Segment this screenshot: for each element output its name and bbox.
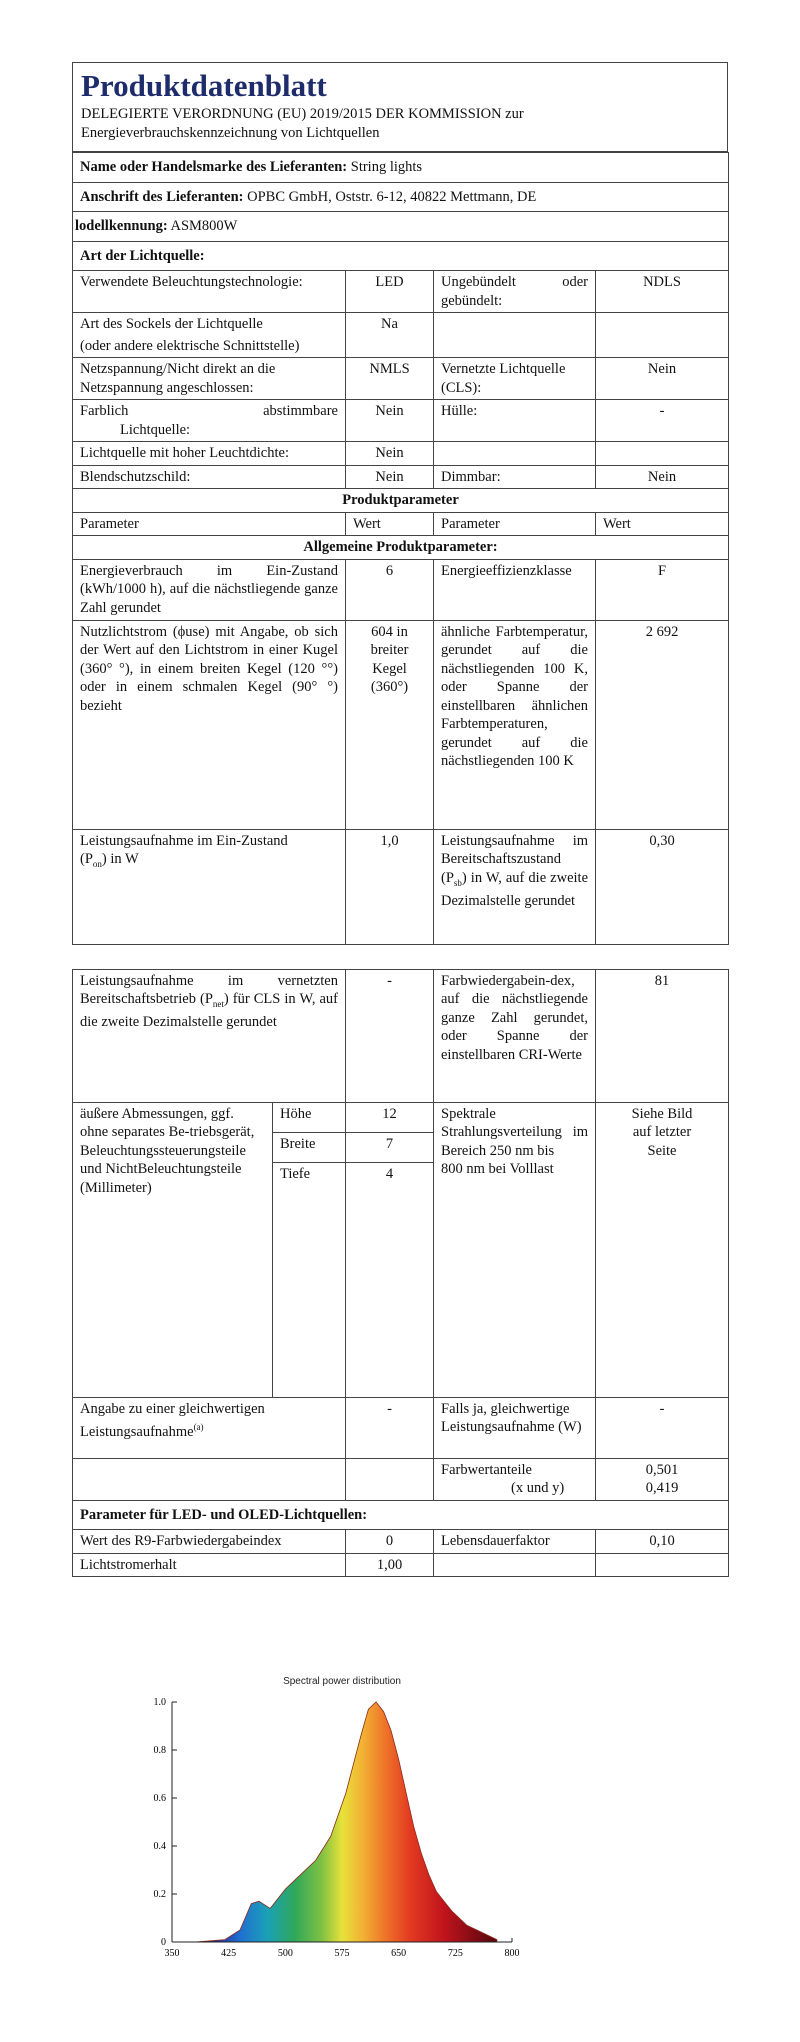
x-tick-label: 800 (504, 1948, 520, 1959)
flux-label: Nutzlichtstrom (ϕuse) mit Angabe, ob sich der Wert auf den Lichtstrom in einer Kugel (360° °), in einem breiten Kegel (120 °°) oder in einem schmalen Kegel (90° °) bezieht (73, 620, 346, 829)
dim-width-value: 7 (346, 1132, 434, 1162)
empty-cell (596, 442, 729, 466)
x-tick-label: 500 (277, 1948, 293, 1959)
dim-width-label: Breite (273, 1132, 346, 1162)
envelope-label: Hülle: (434, 400, 596, 442)
empty-cell (596, 1553, 729, 1577)
hld-value: Nein (346, 442, 434, 466)
cls-value: Nein (596, 358, 729, 400)
data-table-2 (72, 969, 729, 1578)
spectral-value: Siehe Bild auf letzter Seite (596, 1102, 729, 1397)
pon-label: Leistungsaufnahme im Ein-Zustand $(P_{on})$ in W (73, 829, 346, 944)
x-tick-label: 350 (164, 1948, 180, 1959)
led-params-heading: Parameter für LED- und OLED-Lichtquellen: (73, 1500, 729, 1530)
header-block (72, 62, 728, 152)
supplier-address-value: OPBC GmbH, Oststr. 6-12, 40822 Mettmann, DE (247, 188, 537, 205)
y-tick-label: 0.4 (153, 1841, 166, 1852)
y-tick-label: 0.2 (153, 1889, 166, 1900)
technology-row (73, 271, 729, 313)
product-params-heading-row (73, 489, 729, 513)
shield-row (73, 465, 729, 489)
supplier-address-row (73, 182, 729, 212)
psb-label: Leistungsaufnahme im Bereitschaftszustand $(P_{sb})$ in W, auf die zweite Dezimalstelle gerundet (434, 829, 596, 944)
mains-label: Netzspannung/Nicht direkt an die Netzspannung angeschlossen: (73, 358, 346, 400)
chroma-row (73, 1458, 729, 1500)
tunable-label: Farblich abstimmbare Lichtquelle: (73, 400, 346, 442)
equiv-label: Angabe zu einer gleichwertigen Leistungsaufnahme$^{(a)}$ (73, 1397, 346, 1458)
hld-label: Lichtquelle mit hoher Leuchtdichte: (73, 442, 346, 466)
shield-value: Nein (346, 465, 434, 489)
supplier-address-label: Anschrift des Lieferanten: (80, 188, 244, 205)
spectral-curve-area (195, 1702, 497, 1942)
spectral-chart (72, 1670, 728, 1970)
energy-row (73, 559, 729, 620)
dim-depth-value: 4 (346, 1162, 434, 1397)
led-heading-row (73, 1500, 729, 1530)
general-params-heading: Allgemeine Produktparameter: (73, 536, 729, 560)
cct-label: ähnliche Farbtemperatur, gerundet auf die nächstliegenden 100 K, oder Spanne der einstellbaren ähnlichen Farbtemperaturen, gerundet auf die nächstliegenden 100 K (434, 620, 596, 829)
equiv-yes-value: - (596, 1397, 729, 1458)
pnet-value: - (346, 969, 434, 1102)
socket-row (73, 313, 729, 358)
lifetime-label: Lebensdauerfaktor (434, 1530, 596, 1554)
empty-cell (596, 313, 729, 358)
x-tick-label: 725 (447, 1948, 463, 1959)
supplier-name-value: String lights (350, 159, 423, 175)
psb-value: 0,30 (596, 829, 729, 944)
dimmable-value: Nein (596, 465, 729, 489)
efficiency-value: F (596, 559, 729, 620)
dims-label: äußere Abmessungen, ggf. ohne separates Be-triebsgerät, Beleuchtungssteuerungsteile und NichtBeleuchtungsteile (Millimeter) (73, 1102, 273, 1397)
empty-cell (434, 442, 596, 466)
light-source-heading-row (73, 241, 729, 271)
page-title: Produktdatenblatt (81, 68, 327, 103)
mains-value: NMLS (346, 358, 434, 400)
model-label: lodellkennung: (75, 218, 168, 234)
flux-row (73, 620, 729, 829)
y-tick-label: 0 (161, 1937, 166, 1948)
chroma-value: 0,501 0,419 (596, 1458, 729, 1500)
envelope-value: - (596, 400, 729, 442)
cri-value: 81 (596, 969, 729, 1102)
pon-value: 1,0 (346, 829, 434, 944)
column-header-row (73, 512, 729, 536)
cls-label: Vernetzte Lichtquelle (CLS): (434, 358, 596, 400)
x-tick-label: 650 (391, 1948, 407, 1959)
y-tick-label: 1.0 (153, 1697, 166, 1708)
r9-value: 0 (346, 1530, 434, 1554)
col-header-param: Parameter (434, 512, 596, 536)
cct-value: 2 692 (596, 620, 729, 829)
empty-cell (346, 1458, 434, 1500)
dimmable-label: Dimmbar: (434, 465, 596, 489)
chart-title: Spectral power distribution (283, 1676, 401, 1687)
y-tick-label: 0.6 (153, 1793, 166, 1804)
empty-cell (434, 1553, 596, 1577)
r9-label: Wert des R9-Farbwiedergabeindex (73, 1530, 346, 1554)
socket-label: Art des Sockels der Lichtquelle (oder andere elektrische Schnittstelle) (73, 313, 346, 358)
col-header-value: Wert (596, 512, 729, 536)
empty-cell (73, 1458, 346, 1500)
maintenance-row (73, 1553, 729, 1577)
hld-row (73, 442, 729, 466)
general-heading-row (73, 536, 729, 560)
data-table-1 (72, 152, 729, 945)
technology-label: Verwendete Beleuchtungstechnologie: (73, 271, 346, 313)
col-header-param: Parameter (73, 512, 346, 536)
lifetime-value: 0,10 (596, 1530, 729, 1554)
mains-row (73, 358, 729, 400)
regulation-line-1: DELEGIERTE VERORDNUNG (EU) 2019/2015 DER KOMMISSION zur (81, 106, 524, 122)
x-tick-label: 425 (221, 1948, 237, 1959)
col-header-value: Wert (346, 512, 434, 536)
x-tick-label: 575 (334, 1948, 350, 1959)
pnet-label: Leistungsaufnahme im vernetzten Bereitschaftsbetrieb $(P_{net})$ für CLS in W, auf die zweite Dezimalstelle gerundet (73, 969, 346, 1102)
tunable-row (73, 400, 729, 442)
energy-value: 6 (346, 559, 434, 620)
dim-height-value: 12 (346, 1102, 434, 1132)
y-tick-label: 0.8 (153, 1745, 166, 1756)
bundled-label: Ungebündelt oder gebündelt: (434, 271, 596, 313)
cri-label: Farbwiedergabein-dex, auf die nächstliegende ganze Zahl gerundet, oder Spanne der einstellbaren CRI-Werte (434, 969, 596, 1102)
maintenance-label: Lichtstromerhalt (73, 1553, 346, 1577)
model-value: ASM800W (170, 218, 238, 234)
socket-value: Na (346, 313, 434, 358)
equiv-yes-label: Falls ja, gleichwertige Leistungsaufnahme (W) (434, 1397, 596, 1458)
equiv-row (73, 1397, 729, 1458)
empty-cell (434, 313, 596, 358)
supplier-name-row (73, 153, 729, 183)
chroma-label: Farbwertanteile (x und y) (434, 1458, 596, 1500)
dims-height-row (73, 1102, 729, 1132)
pon-row (73, 829, 729, 944)
shield-label: Blendschutzschild: (73, 465, 346, 489)
r9-row (73, 1530, 729, 1554)
maintenance-value: 1,00 (346, 1553, 434, 1577)
efficiency-label: Energieeffizienzklasse (434, 559, 596, 620)
dim-depth-label: Tiefe (273, 1162, 346, 1397)
regulation-line-2: Energieverbrauchskennzeichnung von Lichtquellen (81, 125, 380, 141)
table-gap (72, 945, 728, 969)
light-source-heading: Art der Lichtquelle: (73, 241, 729, 271)
spectral-label: Spektrale Strahlungsverteilung im Bereich 250 nm bis 800 nm bei Volllast (434, 1102, 596, 1397)
pnet-row (73, 969, 729, 1102)
product-params-heading: Produktparameter (73, 489, 729, 513)
product-data-sheet (72, 62, 728, 1577)
supplier-name-label: Name oder Handelsmarke des Lieferanten: (80, 159, 348, 175)
energy-label: Energieverbrauch im Ein-Zustand (kWh/1000 h), auf die nächstliegende ganze Zahl gerundet (73, 559, 346, 620)
flux-value: 604 in breiter Kegel (360°) (346, 620, 434, 829)
equiv-value: - (346, 1397, 434, 1458)
tunable-value: Nein (346, 400, 434, 442)
bundled-value: NDLS (596, 271, 729, 313)
model-row (73, 212, 729, 242)
dim-height-label: Höhe (273, 1102, 346, 1132)
spectral-chart-svg (72, 1670, 728, 1970)
technology-value: LED (346, 271, 434, 313)
